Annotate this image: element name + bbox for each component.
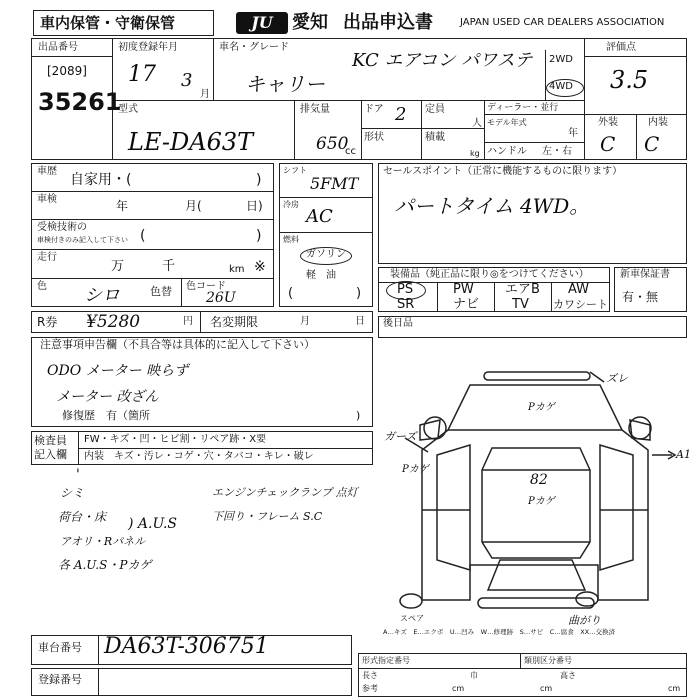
diagram-center-value: 82: [530, 472, 548, 488]
form-title: 出品申込書: [343, 12, 433, 33]
model-value: LE-DA63T: [128, 128, 254, 156]
shift-label: シフト: [283, 166, 307, 175]
inspector-row2-label: 内装: [84, 451, 104, 462]
chassis-label: 車台番号: [38, 641, 82, 654]
height-label: 高さ: [560, 671, 576, 680]
handle-options: 左・右: [542, 146, 572, 157]
diagram-hood-note: Pカゲ: [528, 402, 555, 413]
aircon-value: AC: [306, 206, 333, 227]
association-name: JAPAN USED CAR DEALERS ASSOCIATION: [460, 17, 665, 28]
model-label: 型式: [118, 104, 138, 115]
equipment-aw: AW: [568, 282, 590, 297]
storage-label: 車内保管・守衛保管: [40, 14, 176, 32]
note-bed: 荷台・床: [58, 510, 107, 524]
diagram-center-note: Pカゲ: [528, 496, 555, 507]
equipment-ps: PS: [397, 282, 414, 297]
lot-number: 35261: [38, 88, 122, 116]
equipment-airbag: エアB: [505, 282, 540, 297]
repair-history-label: 修復歴 有（箇所: [62, 409, 150, 422]
selling-points-label: セールスポイント（正常に機能するものに限ります）: [383, 166, 623, 177]
mileage-unit: km: [229, 264, 245, 275]
name-change-month: 月: [300, 316, 310, 327]
warranty-label: 新車保証書: [620, 269, 670, 280]
color-code-label: 色コード: [186, 281, 226, 292]
acceptance-open: (: [140, 228, 146, 244]
mileage-man: 万: [111, 259, 125, 274]
diagram-legend: A…キズ E…エクボ U…凹み W…修理跡 S…サビ C…腐食 XX…交換済: [383, 628, 616, 636]
cm-unit-2: cm: [540, 684, 553, 693]
acceptance-close: ): [256, 228, 262, 244]
diagram-spare-label: スペア: [400, 614, 424, 623]
displacement-value: 650: [316, 134, 349, 154]
dealer-import-label: ディーラー・並行: [487, 103, 559, 113]
history-close: ): [256, 172, 262, 188]
name-change-label: 名変期限: [210, 315, 259, 329]
inspector-mark: ': [76, 467, 80, 483]
equipment-navi: ナビ: [453, 297, 480, 312]
color-label: 色: [37, 281, 47, 292]
inspector-row2: キズ・汚レ・コゲ・穴・タバコ・キレ・破レ: [114, 451, 314, 462]
registration-label: 初度登録年月: [118, 42, 178, 53]
inspection-month-unit: 月(: [185, 199, 202, 213]
registration-month-unit: 月: [200, 89, 210, 100]
chassis-value: DA63T-306751: [104, 634, 269, 659]
handle-label: ハンドル: [487, 146, 527, 157]
note-engine: エンジンチェックランプ 点灯: [212, 486, 358, 499]
history-label: 車歴: [37, 166, 57, 177]
class-number-label: 類別区分番号: [524, 656, 572, 665]
notes-line2: メーター 改ざん: [56, 389, 159, 405]
selling-points-text: パートタイム 4WD。: [394, 194, 590, 218]
registration-month: 3: [181, 70, 193, 91]
acceptance-sub: 車検付きのみ記入して下さい: [37, 236, 128, 244]
diagram-left-label: ガーズ: [384, 430, 417, 443]
warranty-options: 有・無: [622, 290, 659, 304]
lot-sub-number: [2089]: [47, 64, 87, 78]
inspection-label: 車検: [37, 194, 57, 205]
cm-unit-1: cm: [452, 684, 465, 693]
equipment-sr: SR: [397, 297, 415, 312]
interior-grade: C: [644, 132, 660, 156]
fuel-label: 燃料: [283, 235, 299, 244]
diagram-left-note: Pカゲ: [402, 464, 429, 475]
rating-score: 3.5: [610, 66, 649, 94]
model-year-unit: 年: [568, 128, 578, 139]
drive-4wd: 4WD: [549, 81, 573, 92]
length-label: 長さ: [362, 671, 378, 680]
fuel-diesel: 軽 油: [306, 270, 336, 281]
fuel-close: ): [356, 286, 362, 301]
registration-no-label: 登録番号: [38, 673, 82, 686]
car-name: キャリー: [245, 72, 325, 96]
ju-logo-text: JU: [251, 13, 273, 32]
equipment-label: 装備品（純正品に限り◎をつけてください）: [390, 269, 589, 280]
shape-label: 形状: [364, 132, 384, 143]
org-name: 愛知: [292, 12, 328, 33]
recycle-unit: 円: [183, 316, 193, 327]
exterior-grade: C: [600, 132, 616, 156]
fuel-gasoline: ガソリン: [306, 249, 346, 260]
equipment-tv: TV: [512, 297, 529, 312]
diagram-right-label: A1: [676, 448, 691, 461]
note-panel: アオリ・Rパネル: [60, 535, 146, 548]
color-change-label: 色替: [150, 285, 172, 298]
diagram-bent-label: 曲がり: [568, 614, 601, 627]
capacity-unit: 人: [472, 118, 482, 129]
after-day-label: 後日品: [383, 318, 413, 329]
inspector-row1: FW・キズ・凹・ヒビ割・リペア跡・X要: [84, 434, 267, 445]
car-grade: KC エアコン パワステ: [352, 50, 533, 71]
drive-2wd: 2WD: [549, 54, 573, 65]
note-shimi: シミ: [60, 486, 85, 500]
lot-label: 出品番号: [38, 42, 78, 53]
inspection-day-unit: 日): [246, 199, 263, 213]
color-value: シロ: [84, 285, 120, 306]
equipment-leather-seat: カワシート: [553, 298, 608, 311]
load-unit: kg: [470, 149, 480, 158]
type-designation-label: 形式指定番号: [362, 656, 410, 665]
recycle-label: R券: [37, 315, 58, 329]
acceptance-label: 受検技術の: [37, 222, 87, 233]
car-name-label: 車名・グレード: [219, 42, 289, 53]
note-frame: 下回り・フレーム S.C: [212, 510, 323, 523]
rating-label: 評価点: [606, 42, 636, 53]
inspection-year-unit: 年: [116, 199, 129, 213]
interior-label: 内装: [648, 117, 668, 128]
shift-value: 5FMT: [310, 174, 359, 193]
reference-label: 参考: [362, 684, 378, 693]
fuel-open: (: [288, 286, 294, 301]
note-bed-mark: ) A.U.S: [128, 516, 178, 532]
mileage-note: ※: [254, 259, 266, 275]
notes-label: 注意事項申告欄（不具合等は具体的に記入して下さい）: [40, 338, 315, 351]
doors-value: 2: [395, 104, 407, 125]
cm-unit-3: cm: [668, 684, 681, 693]
mileage-label: 走行: [37, 252, 57, 263]
name-change-day: 日: [355, 316, 365, 327]
repair-history-close: ): [356, 409, 361, 422]
displacement-label: 排気量: [300, 104, 330, 115]
exterior-label: 外装: [598, 117, 618, 128]
mileage-sen: 千: [162, 259, 176, 274]
history-value: 自家用・(: [70, 172, 132, 188]
aircon-label: 冷房: [283, 200, 299, 209]
width-label: 巾: [470, 671, 478, 680]
load-label: 積載: [425, 132, 445, 143]
note-each: 各 A.U.S・Pカゲ: [58, 558, 152, 572]
doors-label: ドア: [364, 104, 384, 115]
equipment-pw: PW: [453, 282, 474, 297]
displacement-unit: cc: [345, 146, 356, 157]
notes-line1: ODO メーター 映らず: [47, 363, 189, 379]
recycle-value: ¥5280: [86, 312, 141, 332]
diagram-top-label: ズレ: [606, 372, 628, 385]
color-code: 26U: [206, 290, 236, 306]
registration-year: 17: [128, 62, 156, 87]
inspector-label: 検査員記入欄: [34, 434, 67, 461]
capacity-label: 定員: [425, 104, 445, 115]
model-year-label: モデル年式: [487, 118, 527, 127]
